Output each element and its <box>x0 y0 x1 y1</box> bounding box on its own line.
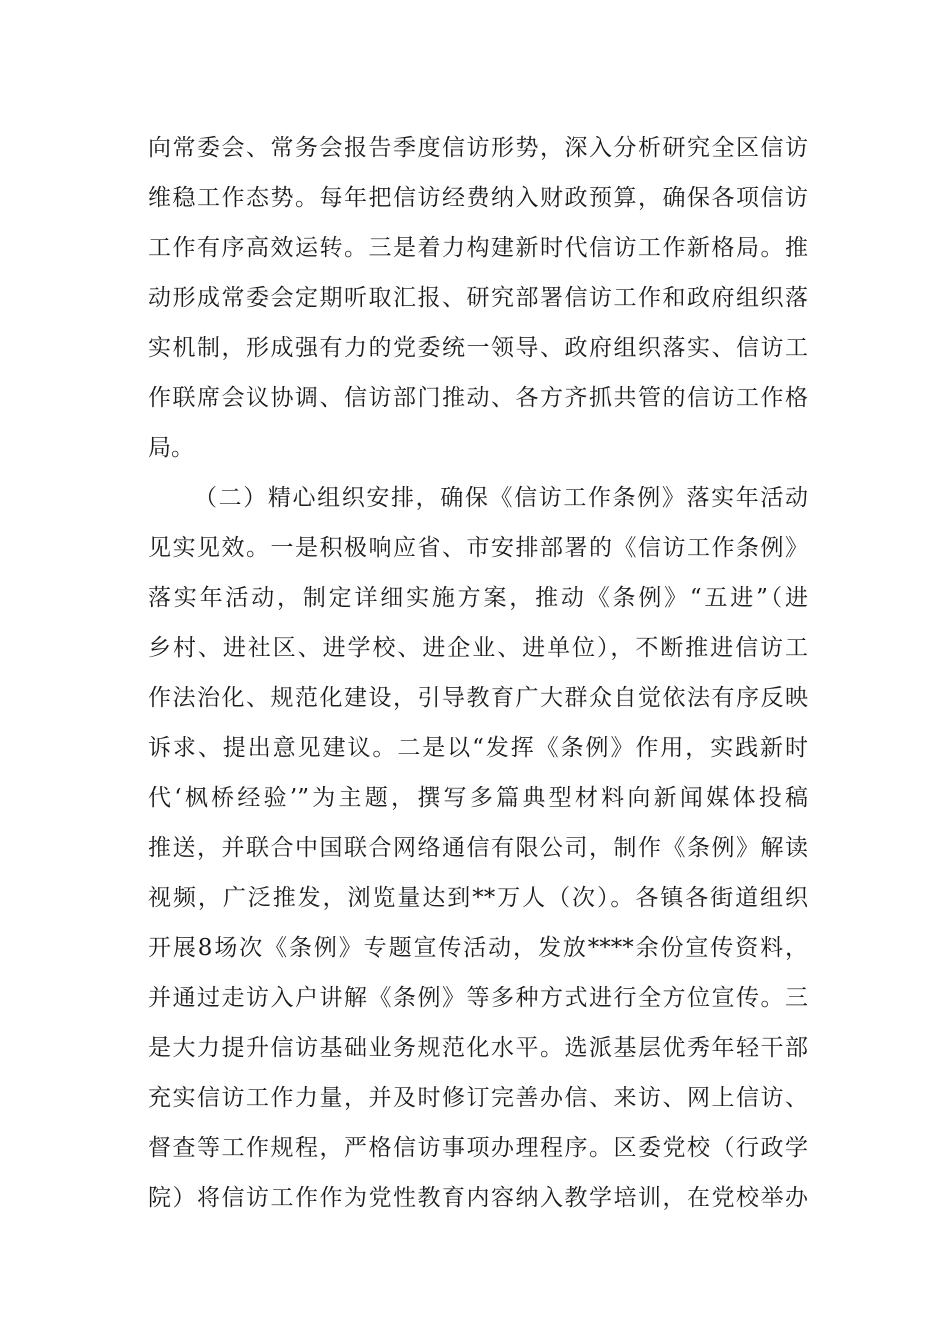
section-heading-line: （二）精心组织安排，确保《信访工作条例》落实年活动 <box>194 485 808 511</box>
text-line-17: 开展8场次《条例》专题宣传活动，发放****余份宣传资料， <box>148 935 808 961</box>
text-line-10: 落实年活动，制定详细实施方案，推动《条例》“五进”（进 <box>148 585 808 611</box>
text-line-22: 院）将信访工作作为党性教育内容纳入教学培训，在党校举办 <box>148 1185 808 1211</box>
text-line-12: 作法治化、规范化建设，引导教育广大群众自觉依法有序反映 <box>148 685 808 711</box>
text-line-15: 推送，并联合中国联合网络通信有限公司，制作《条例》解读 <box>148 835 808 861</box>
text-line-2: 维稳工作态势。每年把信访经费纳入财政预算，确保各项信访 <box>148 185 808 211</box>
text-line-5: 实机制，形成强有力的党委统一领导、政府组织落实、信访工 <box>148 335 808 361</box>
text-line-6: 作联席会议协调、信访部门推动、各方齐抓共管的信访工作格 <box>148 385 808 411</box>
text-line-7: 局。 <box>148 435 194 461</box>
text-line-14: 代‘枫桥经验’”为主题，撰写多篇典型材料向新闻媒体投稿 <box>148 785 808 811</box>
text-line-18: 并通过走访入户讲解《条例》等多种方式进行全方位宣传。三 <box>148 985 808 1011</box>
text-line-11: 乡村、进社区、进学校、进企业、进单位），不断推进信访工 <box>148 635 808 661</box>
text-line-4: 动形成常委会定期听取汇报、研究部署信访工作和政府组织落 <box>148 285 808 311</box>
text-line-19: 是大力提升信访基础业务规范化水平。选派基层优秀年轻干部 <box>148 1035 808 1061</box>
text-line-3: 工作有序高效运转。三是着力构建新时代信访工作新格局。推 <box>148 235 808 261</box>
text-line-20: 充实信访工作力量，并及时修订完善办信、来访、网上信访、 <box>148 1085 808 1111</box>
text-line-13: 诉求、提出意见建议。二是以“发挥《条例》作用，实践新时 <box>148 735 808 761</box>
text-line-21: 督查等工作规程，严格信访事项办理程序。区委党校（行政学 <box>148 1135 808 1161</box>
text-line-9: 见实见效。一是积极响应省、市安排部署的《信访工作条例》 <box>148 535 808 561</box>
text-line-1: 向常委会、常务会报告季度信访形势，深入分析研究全区信访 <box>148 135 808 161</box>
text-line-16: 视频，广泛推发，浏览量达到**万人（次）。各镇各街道组织 <box>148 885 808 911</box>
